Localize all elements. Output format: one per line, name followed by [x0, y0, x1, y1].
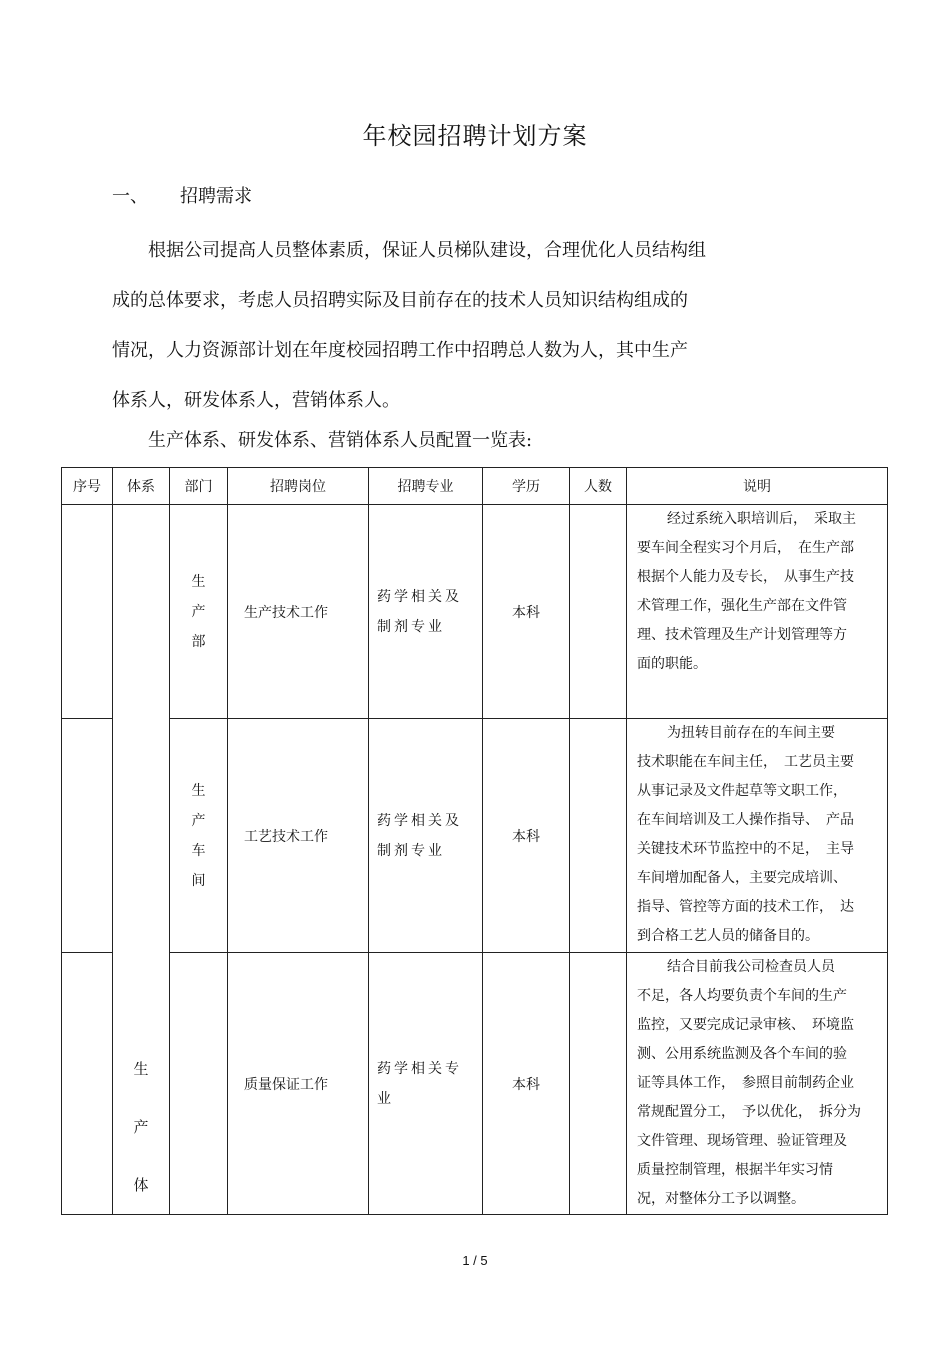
major-line: 制剂专业	[377, 842, 445, 859]
dept-char: 产	[191, 603, 206, 620]
cell-count	[570, 505, 627, 719]
desc-line: 要车间全程实习个月后， 在生产部	[637, 540, 854, 556]
header-seq: 序号	[62, 468, 113, 505]
paragraph-line: 情况，人力资源部计划在年度校园招聘工作中招聘总人数为人，其中生产	[112, 340, 688, 361]
dept-char: 生	[191, 782, 206, 799]
cell-count	[570, 953, 627, 1215]
dept-char: 部	[191, 633, 206, 650]
cell-major	[369, 719, 483, 953]
cell-count	[570, 719, 627, 953]
system-char: 产	[133, 1118, 149, 1136]
desc-line: 结合目前我公司检查员人员	[667, 959, 835, 975]
cell-dept	[170, 719, 228, 953]
body-paragraph	[112, 226, 802, 426]
desc-line: 面的职能。	[637, 656, 707, 672]
desc-line: 术管理工作，强化生产部在文件管	[637, 598, 847, 614]
cell-major	[369, 953, 483, 1215]
desc-line: 文件管理、现场管理、验证管理及	[637, 1133, 847, 1149]
desc-line: 从事记录及文件起草等文职工作，	[637, 783, 847, 799]
section-number: 一、	[112, 186, 148, 207]
desc-line: 为扭转目前存在的车间主要	[667, 725, 835, 741]
dept-char: 产	[191, 812, 206, 829]
desc-line: 在车间培训及工人操作指导、 产品	[637, 812, 854, 828]
desc-line: 理、技术管理及生产计划管理等方	[637, 627, 847, 643]
desc-line: 根据个人能力及专长， 从事生产技	[637, 569, 854, 585]
staffing-table	[61, 467, 888, 1215]
table-header-row	[62, 468, 888, 505]
paragraph-line: 体系人，研发体系人，营销体系人。	[112, 390, 400, 411]
paragraph-line: 根据公司提高人员整体素质，保证人员梯队建设，合理优化人员结构组	[148, 240, 706, 261]
desc-line: 监控，又要完成记录审核、 环境监	[637, 1017, 854, 1033]
header-description: 说明	[627, 468, 888, 505]
major-line: 制剂专业	[377, 618, 445, 635]
desc-line: 不足，各人均要负责个车间的生产	[637, 988, 847, 1004]
major-line: 药学相关专	[377, 1060, 462, 1077]
table-row	[62, 719, 888, 953]
system-char: 体	[133, 1176, 149, 1194]
table-caption: 生产体系、研发体系、营销体系人员配置一览表:	[148, 430, 533, 451]
major-line: 药学相关及	[377, 812, 462, 829]
header-major: 招聘专业	[369, 468, 483, 505]
desc-line: 测、公用系统监测及各个车间的验	[637, 1046, 847, 1062]
cell-major	[369, 505, 483, 719]
cell-dept	[170, 953, 228, 1215]
cell-seq	[62, 719, 113, 953]
header-count: 人数	[570, 468, 627, 505]
cell-post: 质量保证工作	[228, 953, 369, 1215]
cell-education: 本科	[483, 953, 570, 1215]
cell-dept	[170, 505, 228, 719]
desc-line: 质量控制管理，根据半年实习情	[637, 1162, 833, 1178]
desc-line: 经过系统入职培训后， 采取主	[667, 511, 856, 527]
desc-line: 指导、管控等方面的技术工作， 达	[637, 899, 854, 915]
cell-seq	[62, 505, 113, 719]
cell-education: 本科	[483, 719, 570, 953]
cell-post: 工艺技术工作	[228, 719, 369, 953]
section-title: 招聘需求	[180, 186, 252, 207]
desc-line: 车间增加配备人，主要完成培训、	[637, 870, 847, 886]
desc-line: 况，对整体分工予以调整。	[637, 1191, 805, 1207]
table-row	[62, 953, 888, 1215]
dept-char: 生	[191, 573, 206, 590]
desc-line: 证等具体工作， 参照目前制药企业	[637, 1075, 854, 1091]
cell-description	[627, 953, 888, 1215]
page-number: 1 / 5	[462, 1253, 488, 1268]
header-post: 招聘岗位	[228, 468, 369, 505]
cell-post: 生产技术工作	[228, 505, 369, 719]
desc-line: 技术职能在车间主任， 工艺员主要	[637, 754, 854, 770]
desc-line: 关键技术环节监控中的不足， 主导	[637, 841, 854, 857]
header-education: 学历	[483, 468, 570, 505]
cell-description	[627, 719, 888, 953]
dept-char: 间	[191, 872, 206, 889]
desc-line: 常规配置分工， 予以优化， 拆分为	[637, 1104, 861, 1120]
system-char: 生	[133, 1060, 149, 1078]
paragraph-line: 成的总体要求，考虑人员招聘实际及目前存在的技术人员知识结构组成的	[112, 290, 688, 311]
header-dept: 部门	[170, 468, 228, 505]
table-row	[62, 505, 888, 719]
cell-education: 本科	[483, 505, 570, 719]
desc-line: 到合格工艺人员的储备目的。	[637, 928, 819, 944]
section-heading	[112, 182, 252, 208]
cell-description	[627, 505, 888, 719]
cell-seq	[62, 953, 113, 1215]
header-system: 体系	[113, 468, 170, 505]
cell-system	[113, 505, 170, 1215]
dept-char: 车	[191, 842, 206, 859]
major-line: 业	[377, 1090, 394, 1107]
page-title: 年校园招聘计划方案	[362, 122, 588, 150]
major-line: 药学相关及	[377, 588, 462, 605]
